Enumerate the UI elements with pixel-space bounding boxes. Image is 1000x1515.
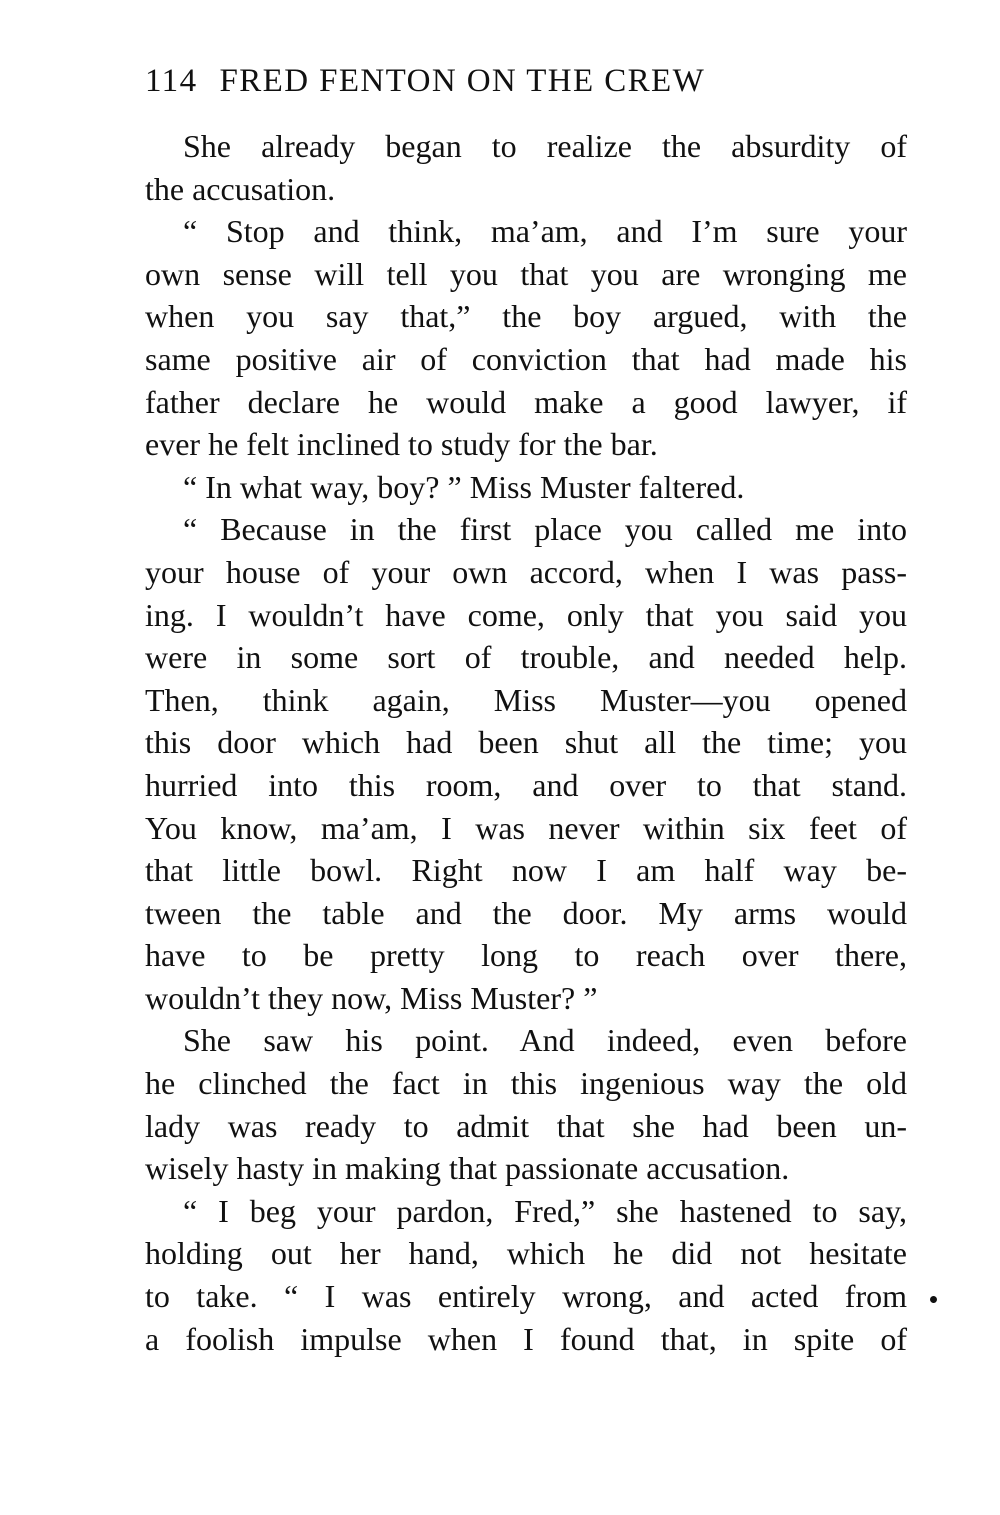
text-line: “ In what way, boy? ” Miss Muster faltered. [183,468,745,505]
text-line: to take. “ I was entirely wrong, and acted from [145,1278,907,1315]
text-line: same positive air of conviction that had made his [145,340,907,377]
text-line: that little bowl. Right now I am half way be- [145,852,907,889]
text-line: wisely hasty in making that passionate accusation. [145,1150,790,1187]
text-line: the accusation. [145,170,336,207]
body-text [145,125,907,1360]
text-line: he clinched the fact in this ingenious way the old [145,1065,907,1102]
text-line: lady was ready to admit that she had been un- [145,1107,907,1144]
running-head [145,56,845,106]
text-line: were in some sort of trouble, and needed help. [145,639,907,676]
text-line: She saw his point. And indeed, even before [183,1022,907,1059]
text-line: hurried into this room, and over to that stand. [145,766,907,803]
text-line: have to be pretty long to reach over there, [145,937,907,974]
text-line: this door which had been shut all the time; you [145,724,907,761]
text-line: own sense will tell you that you are wronging me [145,255,907,292]
text-line: She already began to realize the absurdity of [183,128,907,164]
text-line: your house of your own accord, when I was pass- [145,553,907,590]
text-line: ing. I wouldn’t have come, only that you said you [145,596,907,633]
text-line: “ Because in the first place you called me into [183,511,907,548]
text-line: “ I beg your pardon, Fred,” she hastened to say, [183,1192,907,1229]
text-line: Then, think again, Miss Muster—you opened [145,681,907,718]
text-line: holding out her hand, which he did not hesitate [145,1235,907,1272]
text-line: father declare he would make a good lawyer, if [145,383,907,420]
ink-speck [929,1295,939,1305]
text-line: wouldn’t they now, Miss Muster? ” [145,979,598,1016]
text-line: ever he felt inclined to study for the bar. [145,426,658,463]
text-line: tween the table and the door. My arms would [145,894,907,931]
text-line: You know, ma’am, I was never within six feet of [145,809,907,846]
text-line: “ Stop and think, ma’am, and I’m sure your [183,213,907,250]
page-number: 114 [145,63,198,99]
text-line: when you say that,” the boy argued, with the [145,298,907,335]
text-line: a foolish impulse when I found that, in spite of [145,1320,907,1357]
running-title: FRED FENTON ON THE CREW [219,63,706,99]
